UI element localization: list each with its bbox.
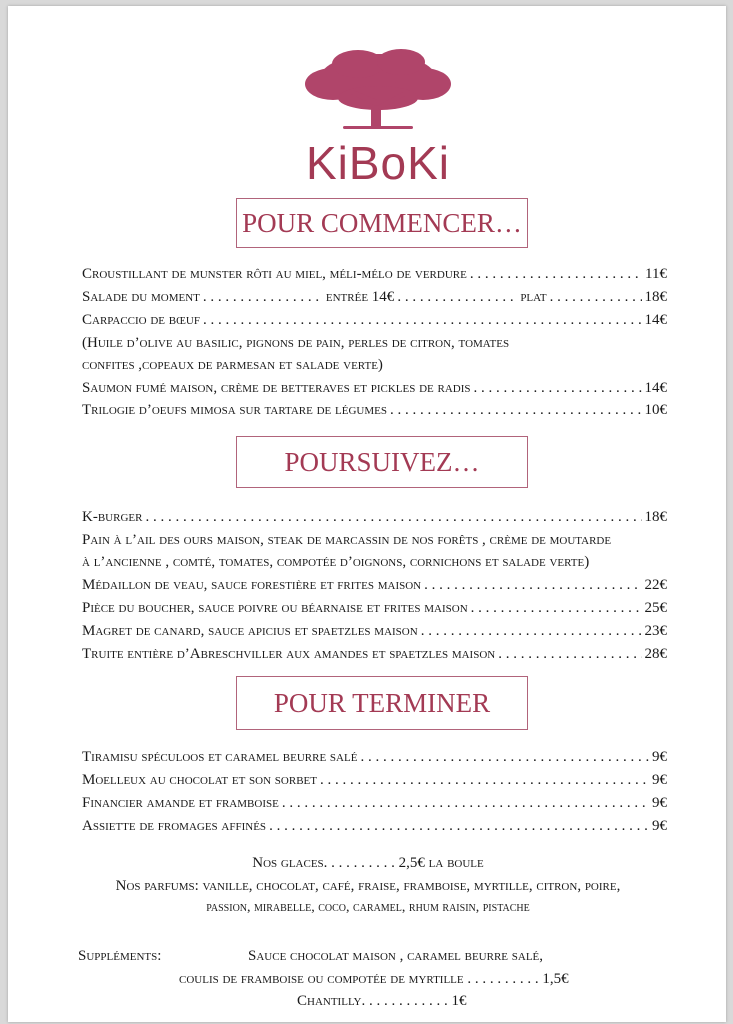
brand-name: KiBoKi xyxy=(305,137,451,189)
dot-leader xyxy=(424,577,641,594)
item-size-label: plat xyxy=(520,289,547,305)
supplements-label: Suppléments: xyxy=(78,948,162,964)
item-name: Assiette de fromages affinés xyxy=(82,818,267,834)
dot-leader xyxy=(269,818,649,835)
ice-cream-flavors: passion, mirabelle, coco, caramel, rhum raisin, pistache xyxy=(206,900,530,915)
item-price: 9€ xyxy=(652,749,667,765)
brand-logo xyxy=(273,46,483,189)
dot-leader xyxy=(320,772,649,789)
item-name: Pièce du boucher, sauce poivre ou béarnaise et frites maison xyxy=(82,600,468,616)
dot-leader xyxy=(360,749,649,766)
item-price: 14€ xyxy=(644,380,667,396)
menu-item xyxy=(82,646,667,663)
dot-leader xyxy=(474,380,642,397)
dot-leader xyxy=(145,509,641,526)
tree-icon xyxy=(273,46,483,136)
dot-leader xyxy=(421,623,642,640)
item-description: Pain à l’ail des ours maison, steak de marcassin de nos forêts , crème de moutarde xyxy=(82,532,612,548)
dot-leader xyxy=(550,289,642,306)
item-name: Croustillant de munster rôti au miel, méli-mélo de verdure xyxy=(82,266,467,282)
item-description: (Huile d’olive au basilic, pignons de pain, perles de citron, tomates xyxy=(82,335,510,351)
item-name: Financier amande et framboise xyxy=(82,795,279,811)
item-name: Moelleux au chocolat et son sorbet xyxy=(82,772,317,788)
menu-item xyxy=(82,289,667,306)
item-price: 9€ xyxy=(652,772,667,788)
ice-cream-price: Nos glaces. . . . . . . . . . 2,5€ la boule xyxy=(252,855,484,871)
section-title-start: POUR COMMENCER… xyxy=(236,198,528,248)
dot-leader xyxy=(203,289,323,306)
section-title-main: POURSUIVEZ… xyxy=(236,436,528,488)
item-price: 18€ xyxy=(644,509,667,525)
item-name: Trilogie d’oeufs mimosa sur tartare de légumes xyxy=(82,402,387,418)
menu-item xyxy=(82,795,667,812)
menu-item xyxy=(82,380,667,397)
dot-leader xyxy=(470,266,642,283)
item-price-small: entrée 14€ xyxy=(325,289,395,305)
supplements-line: Chantilly. . . . . . . . . . . . 1€ xyxy=(297,993,467,1009)
item-price: 18€ xyxy=(644,289,667,305)
dot-leader xyxy=(203,312,642,329)
menu-item xyxy=(82,749,667,766)
menu-item xyxy=(82,600,667,617)
item-name: Carpaccio de bœuf xyxy=(82,312,200,328)
item-price: 10€ xyxy=(644,402,667,418)
item-price: 14€ xyxy=(644,312,667,328)
dot-leader xyxy=(397,289,517,306)
menu-item xyxy=(82,818,667,835)
dot-leader xyxy=(498,646,641,663)
menu-item xyxy=(82,577,667,594)
menu-item xyxy=(82,402,667,419)
item-name: Truite entière d’Abreschviller aux amandes et spaetzles maison xyxy=(82,646,496,662)
item-price: 25€ xyxy=(644,600,667,616)
ice-cream-flavors: Nos parfums: vanille, chocolat, café, fraise, framboise, myrtille, citron, poire, xyxy=(115,878,621,894)
menu-sheet xyxy=(8,6,726,1022)
item-name: Salade du moment xyxy=(82,289,200,305)
item-price: 9€ xyxy=(652,818,667,834)
item-name: Magret de canard, sauce apicius et spaetzles maison xyxy=(82,623,418,639)
menu-item xyxy=(82,266,667,283)
menu-item xyxy=(82,509,667,526)
item-name: Saumon fumé maison, crème de betteraves et pickles de radis xyxy=(82,380,471,396)
item-description: à l’ancienne , comté, tomates, compotée d’oignons, cornichons et salade verte) xyxy=(82,554,590,570)
dot-leader xyxy=(390,402,642,419)
item-name: Tiramisu spéculoos et caramel beurre salé xyxy=(82,749,358,765)
item-price: 22€ xyxy=(644,577,667,593)
menu-item xyxy=(82,772,667,789)
item-price: 9€ xyxy=(652,795,667,811)
supplements-line: Sauce chocolat maison , caramel beurre salé, xyxy=(248,948,544,964)
item-description: confites ,copeaux de parmesan et salade verte) xyxy=(82,357,383,373)
section-title-dessert: POUR TERMINER xyxy=(236,676,528,730)
menu-item xyxy=(82,312,667,329)
menu-item xyxy=(82,623,667,640)
supplements-line: coulis de framboise ou compotée de myrtille . . . . . . . . . . 1,5€ xyxy=(179,971,569,987)
item-price: 28€ xyxy=(644,646,667,662)
dot-leader xyxy=(471,600,642,617)
item-name: K-burger xyxy=(82,509,143,525)
dot-leader xyxy=(282,795,649,812)
item-name: Médaillon de veau, sauce forestière et frites maison xyxy=(82,577,422,593)
item-price: 23€ xyxy=(644,623,667,639)
item-price: 11€ xyxy=(645,266,667,282)
